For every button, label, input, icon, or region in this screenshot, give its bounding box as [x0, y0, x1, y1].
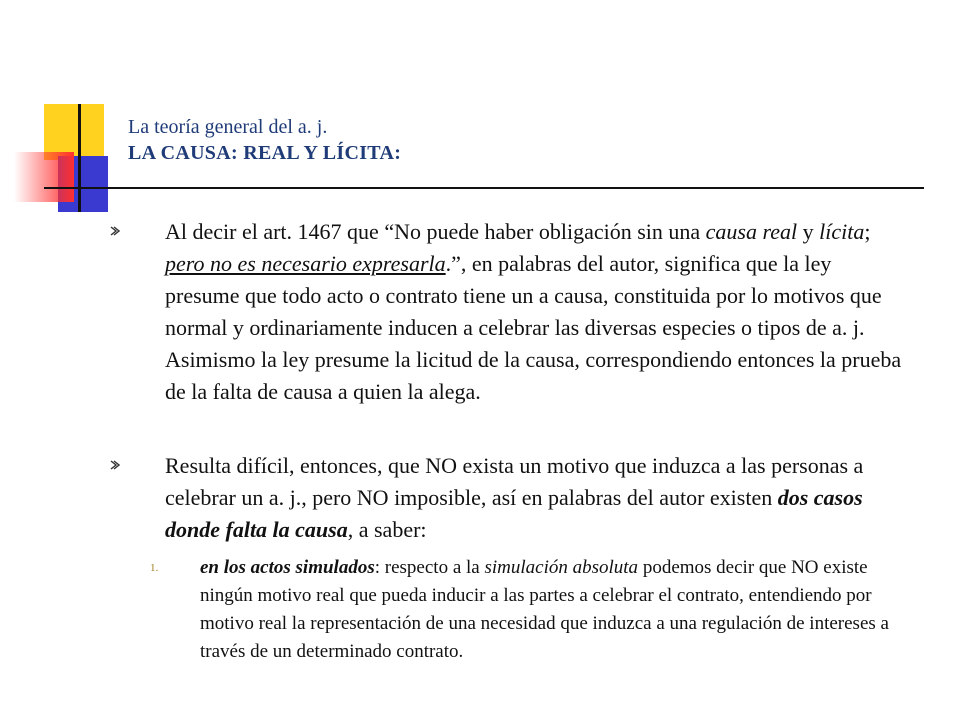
- text-segment: Resulta difícil, entonces, que NO exista un motivo que induzca a las personas a celebrar un a. j., pero NO imposible, así en palabras del autor existen: [165, 453, 864, 510]
- sub-item-number: 1.: [150, 562, 159, 574]
- text-italic: lícita: [819, 219, 865, 244]
- text-segment: ;: [864, 219, 871, 244]
- vertical-line: [78, 104, 81, 212]
- arrow-bullet-icon: [110, 450, 165, 546]
- bullet-text: [165, 450, 905, 546]
- text-bold-italic: en los actos simulados: [200, 557, 375, 578]
- sub-item-text: [200, 554, 900, 666]
- text-segment: : respecto a la: [374, 557, 485, 578]
- text-segment: , a saber:: [347, 517, 427, 542]
- red-gradient-square: [14, 152, 74, 202]
- numbered-sub-item: [150, 554, 910, 666]
- text-segment: y: [797, 219, 820, 244]
- text-segment: podemos decir que NO existe ningún motivo real que pueda inducir a las partes a celebrar el contrato, entendiendo por motivo real la representación de una necesidad que induzca a una regulación de intereses a través de un determinado contrato.: [200, 557, 889, 662]
- text-italic: causa real: [705, 219, 798, 244]
- text-bold-italic: dos casos donde falta la causa: [165, 485, 863, 542]
- arrow-bullet-icon: [110, 216, 165, 408]
- slide-title: [128, 114, 908, 166]
- bullet-item: [110, 450, 910, 546]
- horizontal-line: [44, 187, 924, 189]
- text-segment: Al decir el art. 1467 que “No puede haber obligación sin una: [165, 219, 706, 244]
- title-line-2: LA CAUSA: REAL Y LÍCITA:: [128, 142, 402, 164]
- bullet-item: [110, 216, 910, 408]
- title-line-1: La teoría general del a. j.: [128, 116, 328, 138]
- text-segment: .”, en palabras del autor, significa que la ley presume que todo acto o contrato tiene un a causa, constituida por lo motivos que normal y ordinariamente inducen a celebrar las diversas especies o tipos de a. j. Asimismo la ley presume la licitud de la causa, correspondiendo entonces la prueba de la falta de causa a quien la alega.: [165, 251, 902, 404]
- text-italic: simulación absoluta: [484, 557, 639, 578]
- text-italic-underline: pero no es necesario expresarla: [165, 251, 446, 276]
- bullet-text: [165, 216, 905, 408]
